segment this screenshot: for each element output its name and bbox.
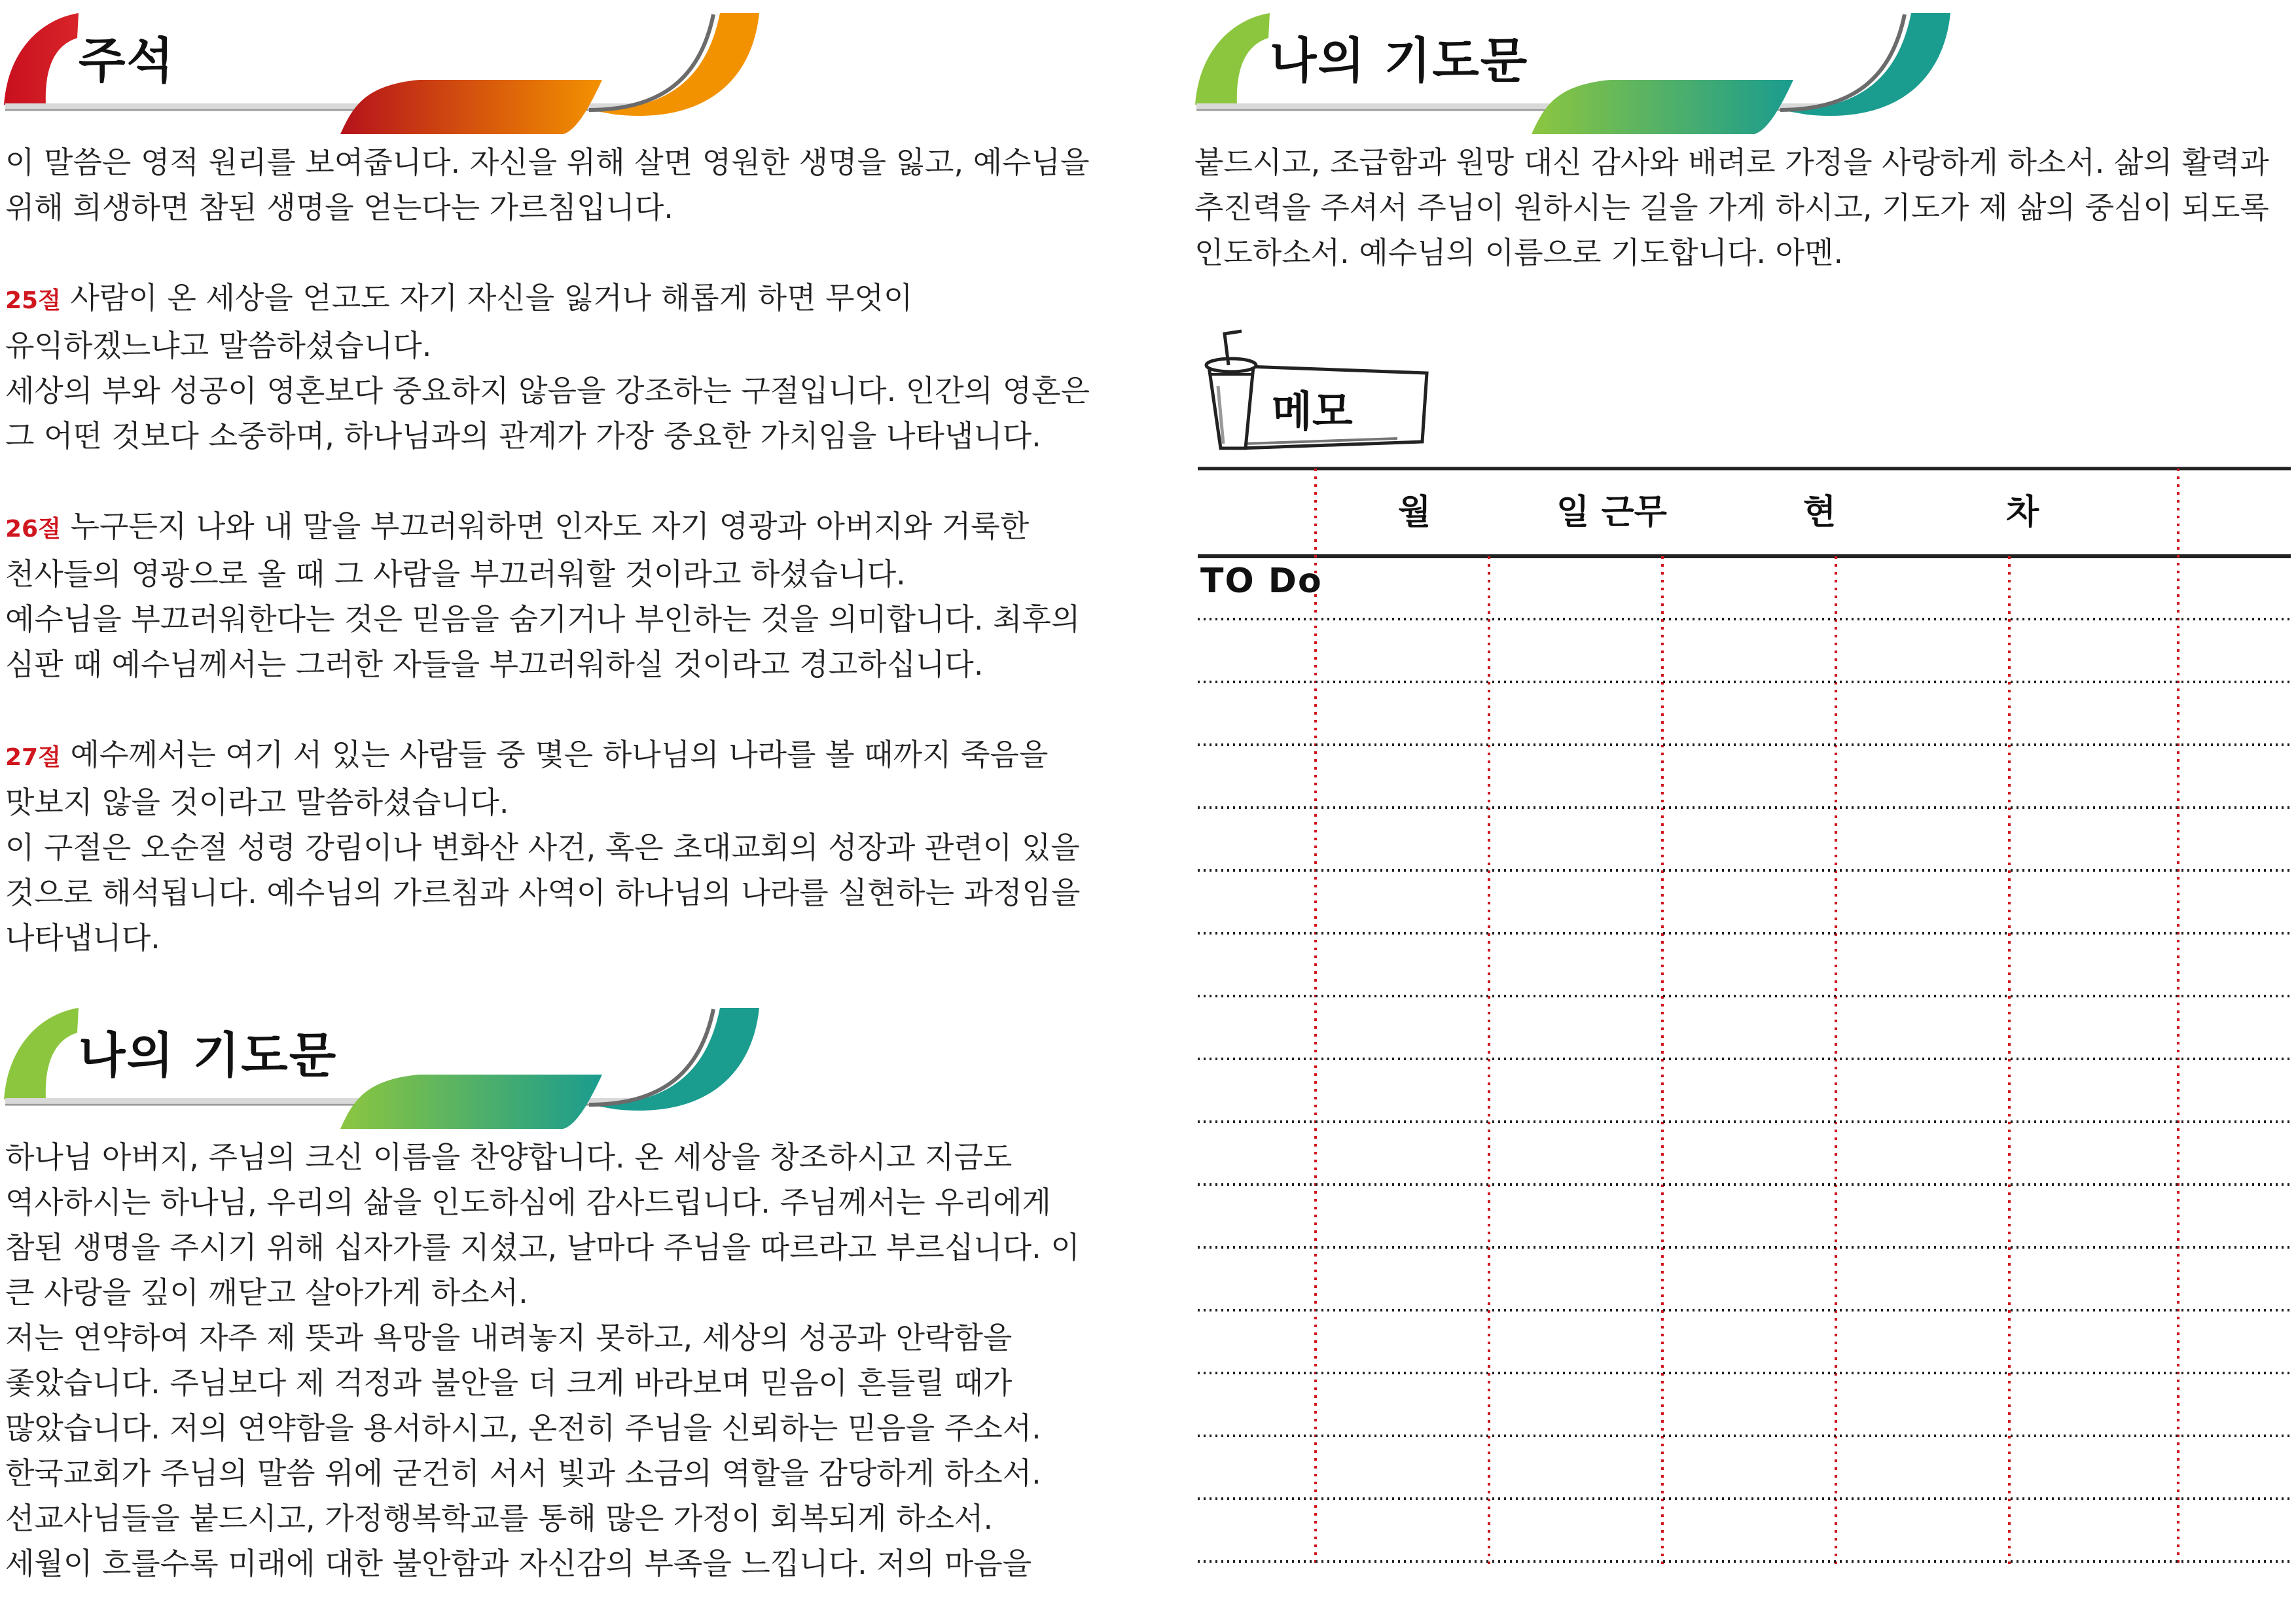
text-line: 그 어떤 것보다 소중하며, 하나님과의 관계가 가장 중요한 가치임을 나타냅니다. xyxy=(5,418,1041,454)
commentary-paragraph-26 xyxy=(5,504,1090,687)
todo-label: TO Do xyxy=(1200,562,1323,601)
row-lines xyxy=(1198,619,2291,1561)
text-line: 이 구절은 오순절 성령 강림이나 변화산 사건, 혹은 초대교회의 성장과 관련이 있을 xyxy=(5,830,1080,865)
commentary-title: 주석 xyxy=(79,33,175,89)
text-line: 선교사님들을 붙드시고, 가정행복학교를 통해 많은 가정이 회복되게 하소서. xyxy=(5,1501,994,1536)
commentary-paragraph-intro xyxy=(5,140,1090,230)
memo-table xyxy=(1198,465,2291,1564)
commentary-banner xyxy=(0,0,759,137)
commentary-paragraph-27 xyxy=(5,732,1090,961)
text-line: 심판 때 예수님께서는 그러한 자들을 부끄러워하실 것이라고 경고하십니다. xyxy=(5,647,984,682)
prayer-body-right xyxy=(1194,140,2269,276)
verse-number: 26절 xyxy=(5,516,61,543)
text-line: 한국교회가 주님의 말씀 위에 굳건히 서서 빛과 소금의 역할을 감당하게 하소서. xyxy=(5,1455,1041,1491)
text-line: 유익하겠느냐고 말씀하셨습니다. xyxy=(5,328,432,363)
text-line: 천사들의 영광으로 올 때 그 사람을 부끄러워할 것이라고 하셨습니다. xyxy=(5,556,906,592)
header-day-work: 일 근무 xyxy=(1556,493,1667,532)
text-line: 맛보지 않을 것이라고 말씀하셨습니다. xyxy=(5,785,509,820)
text-line xyxy=(5,504,1090,552)
text-line: 세월이 흐를수록 미래에 대한 불안함과 자신감의 부족을 느낍니다. 저의 마음을 xyxy=(5,1546,1032,1581)
text-line: 이 말씀은 영적 원리를 보여줍니다. 자신을 위해 살면 영원한 생명을 잃고, 예수님을 xyxy=(5,145,1090,180)
text-line: 좇았습니다. 주님보다 제 걱정과 불안을 더 크게 바라보며 믿음이 흔들릴 때가 xyxy=(5,1365,1013,1400)
memo-title: 메모 xyxy=(1272,388,1353,437)
text-line: 큰 사랑을 깊이 깨닫고 살아가게 하소서. xyxy=(5,1275,528,1310)
text-line: 나타냅니다. xyxy=(5,920,160,955)
verse-text: 예수께서는 여기 서 있는 사람들 중 몇은 하나님의 나라를 볼 때까지 죽음을 xyxy=(60,737,1049,772)
text-line: 붙드시고, 조급함과 원망 대신 감사와 배려로 가정을 사랑하게 하소서. 삶의 활력과 xyxy=(1194,145,2269,180)
prayer-title-left: 나의 기도문 xyxy=(79,1027,338,1084)
text-line: 참된 생명을 주시기 위해 십자가를 지셨고, 날마다 주님을 따르라고 부르십니다. 이 xyxy=(5,1230,1080,1265)
memo-heading xyxy=(1201,327,1437,458)
prayer-body-left xyxy=(5,1135,1080,1586)
verse-number: 25절 xyxy=(5,287,61,314)
commentary-body xyxy=(5,140,1090,1006)
verse-number: 27절 xyxy=(5,744,61,771)
memo-grid-lines xyxy=(1198,465,2291,1564)
text-line: 저는 연약하여 자주 제 뜻과 욕망을 내려놓지 못하고, 세상의 성공과 안락함을 xyxy=(5,1320,1013,1355)
text-line: 세상의 부와 성공이 영혼보다 중요하지 않음을 강조하는 구절입니다. 인간의 영혼은 xyxy=(5,373,1090,408)
text-line: 역사하시는 하나님, 우리의 삶을 인도하심에 감사드립니다. 주님께서는 우리에게 xyxy=(5,1185,1051,1220)
text-line: 하나님 아버지, 주님의 크신 이름을 찬양합니다. 온 세상을 창조하시고 지금도 xyxy=(5,1139,1013,1175)
text-line xyxy=(5,732,1090,780)
verse-text: 누구든지 나와 내 말을 부끄러워하면 인자도 자기 영광과 아버지와 거룩한 xyxy=(60,508,1030,544)
text-line: 인도하소서. 예수님의 이름으로 기도합니다. 아멘. xyxy=(1194,235,1844,270)
verse-text: 사람이 온 세상을 얻고도 자기 자신을 잃거나 해롭게 하면 무엇이 xyxy=(60,280,913,315)
text-line: 위해 희생하면 참된 생명을 얻는다는 가르침입니다. xyxy=(5,190,673,225)
header-month: 월 xyxy=(1398,493,1431,532)
prayer-banner-left xyxy=(0,995,759,1132)
header-car: 차 xyxy=(2006,493,2039,532)
text-line xyxy=(5,276,1090,323)
text-line: 추진력을 주셔서 주님이 원하시는 길을 가게 하시고, 기도가 제 삶의 중심이 되도록 xyxy=(1194,190,2269,225)
prayer-banner-right xyxy=(1191,0,1950,137)
text-line: 많았습니다. 저의 연약함을 용서하시고, 온전히 주님을 신뢰하는 믿음을 주소서. xyxy=(5,1410,1041,1446)
prayer-title-right: 나의 기도문 xyxy=(1270,33,1529,89)
text-line: 예수님을 부끄러워한다는 것은 믿음을 숨기거나 부인하는 것을 의미합니다. 최후의 xyxy=(5,601,1081,637)
commentary-paragraph-25 xyxy=(5,276,1090,459)
header-present: 현 xyxy=(1803,493,1837,532)
text-line: 것으로 해석됩니다. 예수님의 가르침과 사역이 하나님의 나라를 실현하는 과정임을 xyxy=(5,875,1081,910)
